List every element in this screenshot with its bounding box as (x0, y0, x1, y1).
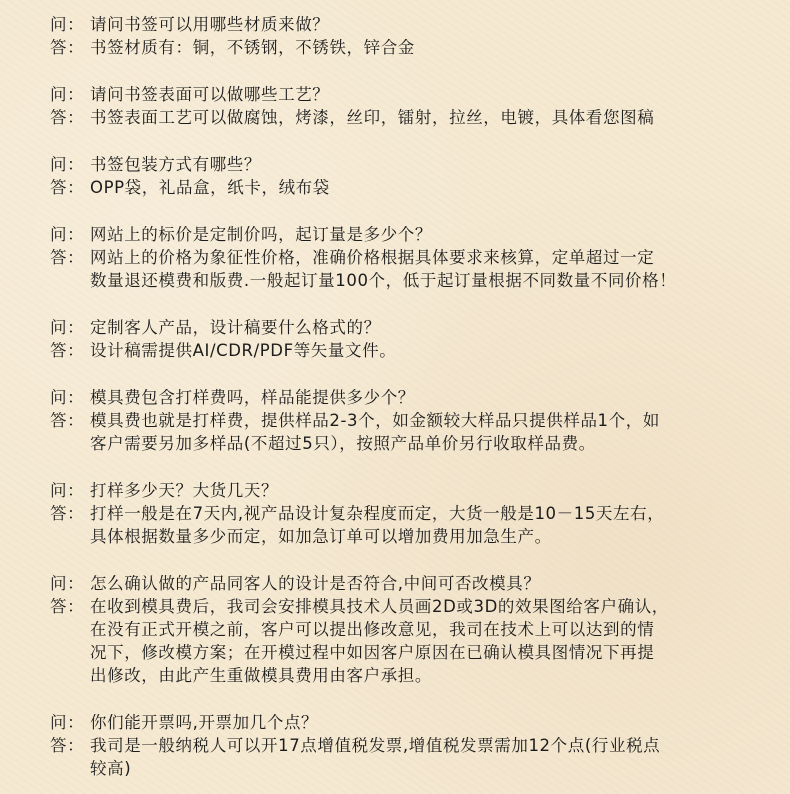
question-text: 你们能开票吗,开票加几个点？ (90, 713, 319, 732)
question-label: 问： (50, 713, 85, 732)
answer-line (0, 618, 790, 641)
faq-item (0, 223, 790, 292)
faq-item (0, 572, 790, 687)
answer-label: 答： (50, 178, 85, 197)
faq-item (0, 386, 790, 455)
answer-label: 答： (50, 736, 85, 755)
question-text: 打样多少天？大货几天？ (90, 481, 279, 500)
question-line (0, 386, 790, 409)
faq-item (0, 479, 790, 548)
question-label: 问： (50, 225, 85, 244)
answer-indent (0, 525, 90, 548)
question-line (0, 316, 790, 339)
question-label: 问： (50, 318, 85, 337)
answer-indent (0, 269, 90, 292)
question-label: 问： (50, 15, 85, 34)
answer-text: 况下，修改模方案；在开模过程中如因客户原因在已确认模具图情况下再提 (90, 643, 655, 662)
answer-text: 书签表面工艺可以做腐蚀，烤漆，丝印，镭射，拉丝，电镀，具体看您图稿 (90, 108, 655, 127)
faq-item (0, 711, 790, 780)
question-line (0, 153, 790, 176)
question-text: 书签包装方式有哪些？ (90, 155, 261, 174)
faq-item (0, 316, 790, 362)
question-text: 请问书签表面可以做哪些工艺？ (90, 85, 330, 104)
answer-label: 答： (50, 38, 85, 57)
answer-label: 答： (50, 108, 85, 127)
question-line (0, 223, 790, 246)
question-text: 怎么确认做的产品同客人的设计是否符合,中间可否改模具？ (90, 574, 541, 593)
answer-line (0, 36, 790, 59)
answer-line (0, 106, 790, 129)
question-text: 定制客人产品，设计稿要什么格式的？ (90, 318, 381, 337)
answer-line (0, 502, 790, 525)
answer-indent (0, 432, 90, 455)
answer-text: OPP袋，礼品盒，纸卡，绒布袋 (90, 178, 330, 197)
answer-text: 数量退还模费和版费.一般起订量100个，低于起订量根据不同数量不同价格！ (90, 271, 677, 290)
answer-label: 答： (50, 341, 85, 360)
answer-text: 在收到模具费后，我司会安排模具技术人员画2D或3D的效果图给客户确认， (90, 597, 669, 616)
answer-line (0, 269, 790, 292)
answer-line (0, 409, 790, 432)
answer-line (0, 339, 790, 362)
answer-line (0, 595, 790, 618)
answer-text: 具体根据数量多少而定，如加急订单可以增加费用加急生产。 (90, 527, 552, 546)
question-label: 问： (50, 85, 85, 104)
faq-item (0, 83, 790, 129)
answer-line (0, 246, 790, 269)
answer-text: 较高) (90, 759, 132, 778)
answer-text: 我司是一般纳税人可以开17点增值税发票,增值税发票需加12个点(行业税点 (90, 736, 661, 755)
answer-line (0, 176, 790, 199)
question-line (0, 479, 790, 502)
answer-text: 模具费也就是打样费，提供样品2-3个，如金额较大样品只提供样品1个，如 (90, 411, 660, 430)
question-line (0, 83, 790, 106)
answer-line (0, 432, 790, 455)
question-line (0, 572, 790, 595)
question-label: 问： (50, 155, 85, 174)
answer-text: 客户需要另加多样品(不超过5只），按照产品单价另行收取样品费。 (90, 434, 596, 453)
answer-line (0, 525, 790, 548)
question-line (0, 711, 790, 734)
answer-text: 网站上的价格为象征性价格，准确价格根据具体要求来核算，定单超过一定 (90, 248, 655, 267)
question-text: 网站上的标价是定制价吗，起订量是多少个？ (90, 225, 432, 244)
answer-indent (0, 618, 90, 641)
faq-item (0, 13, 790, 59)
answer-text: 书签材质有：铜，不锈钢，不锈铁，锌合金 (90, 38, 415, 57)
answer-text: 设计稿需提供AI/CDR/PDF等矢量文件。 (90, 341, 397, 360)
faq-item (0, 153, 790, 199)
answer-indent (0, 757, 90, 780)
answer-label: 答： (50, 248, 85, 267)
answer-text: 出修改，由此产生重做模具费用由客户承担。 (90, 666, 432, 685)
answer-label: 答： (50, 597, 85, 616)
answer-label: 答： (50, 411, 85, 430)
answer-line (0, 664, 790, 687)
answer-text: 打样一般是在7天内,视产品设计复杂程度而定，大货一般是10－15天左右， (90, 504, 665, 523)
answer-line (0, 734, 790, 757)
answer-label: 答： (50, 504, 85, 523)
question-label: 问： (50, 388, 85, 407)
question-text: 模具费包含打样费吗，样品能提供多少个？ (90, 388, 415, 407)
question-label: 问： (50, 574, 85, 593)
answer-indent (0, 641, 90, 664)
answer-line (0, 641, 790, 664)
question-label: 问： (50, 481, 85, 500)
question-text: 请问书签可以用哪些材质来做？ (90, 15, 330, 34)
answer-line (0, 757, 790, 780)
answer-indent (0, 664, 90, 687)
question-line (0, 13, 790, 36)
answer-text: 在没有正式开模之前，客户可以提出修改意见，我司在技术上可以达到的情 (90, 620, 655, 639)
